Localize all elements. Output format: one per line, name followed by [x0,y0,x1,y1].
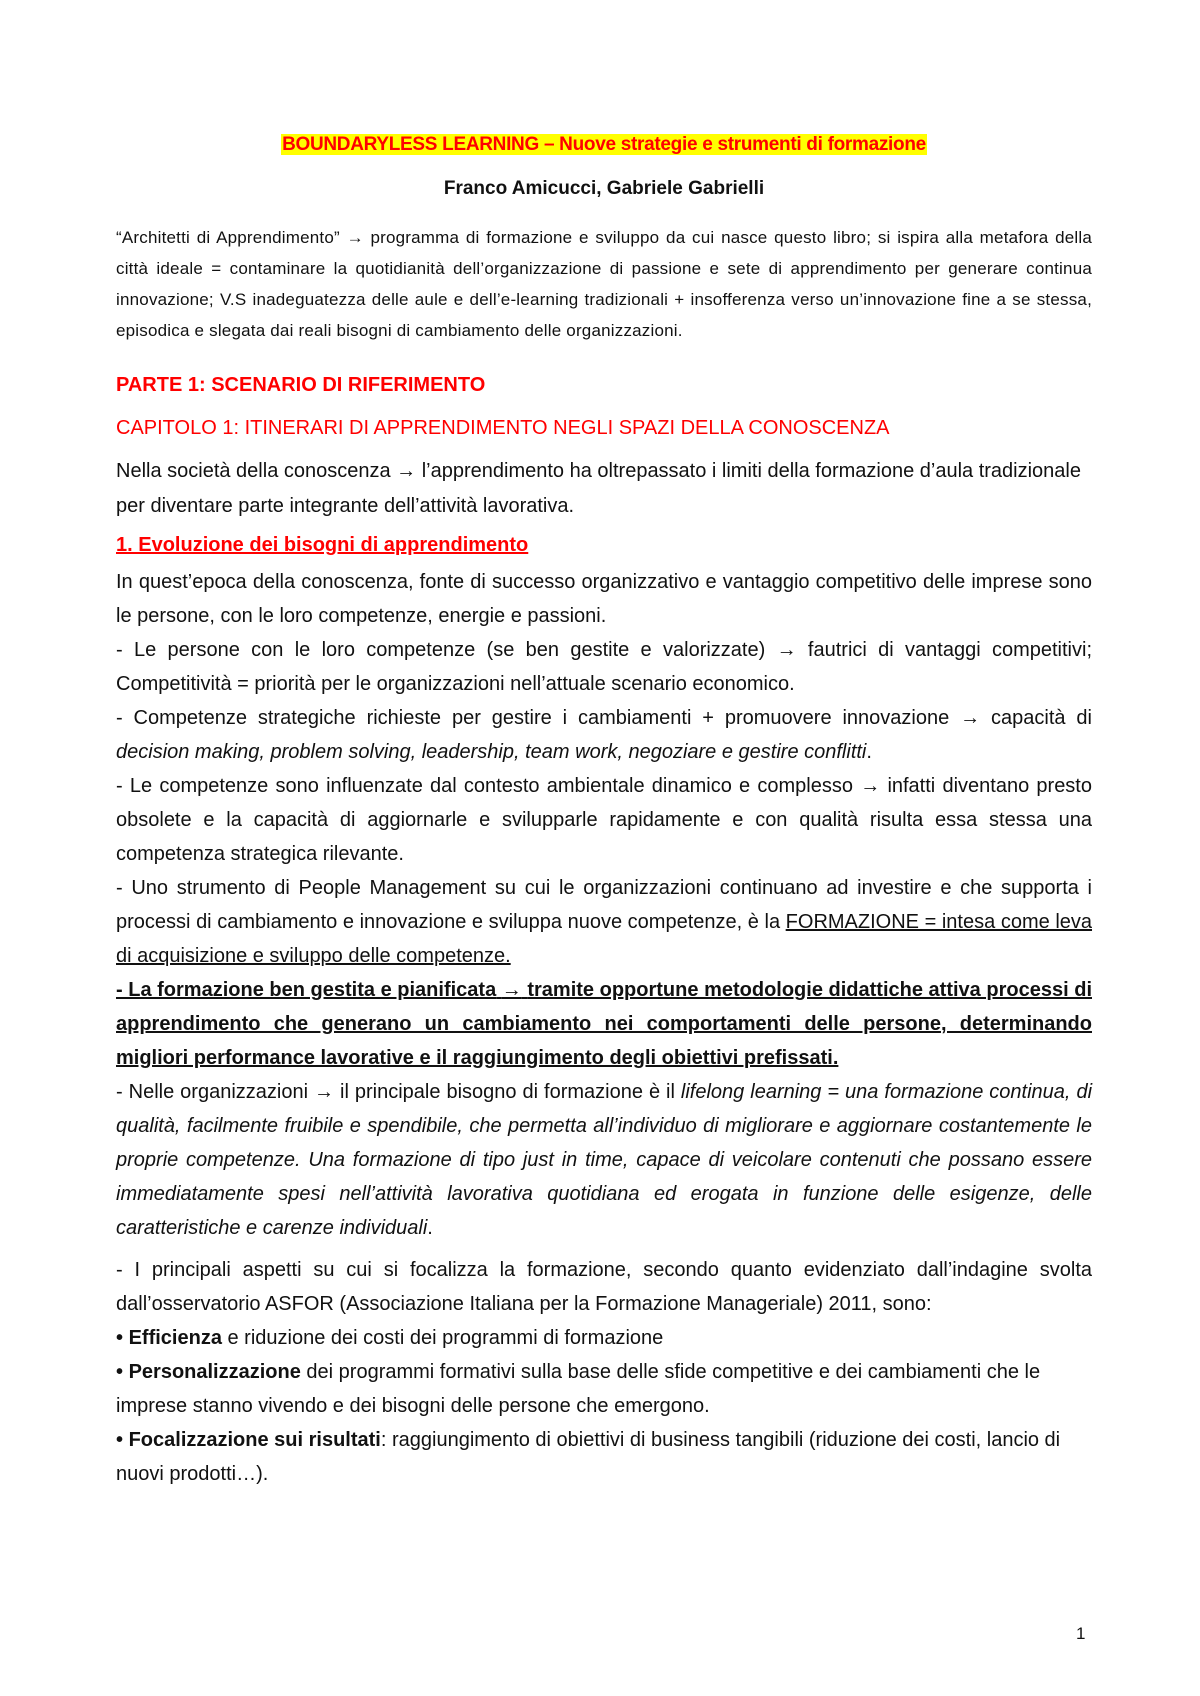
arrow-icon: → [960,707,981,729]
bullet-text: : raggiungimento di obiettivi di business tangibili (riduzione dei costi, lancio di nuovi prodotti…). [116,1429,1061,1485]
p3-italic: decision making, problem solving, leadership, team work, negoziare e gestire conflitti [116,741,867,763]
bullet-item-1 [116,1321,1092,1355]
p3-a: - Competenze strategiche richieste per gestire i cambiamenti + promuovere innovazione [116,707,950,729]
paragraph-7 [116,1075,1092,1245]
page-number: 1 [1076,1624,1086,1643]
paragraph-2 [116,633,1092,701]
arrow-icon: → [860,775,881,797]
bullet-item-2 [116,1355,1092,1423]
bullet-icon: • [116,1327,124,1349]
bullet-term: Personalizzazione [128,1361,301,1383]
title-highlight: BOUNDARYLESS LEARNING – Nuove strategie e strumenti di formazione [282,134,926,155]
p7-d: . [427,1217,433,1239]
bullet-term: Focalizzazione sui risultati [128,1429,381,1451]
paragraph-5 [116,871,1092,973]
arrow-icon: → [314,1081,335,1103]
bullet-icon: • [116,1361,124,1383]
intro-text: programma di formazione e sviluppo da cui nasce questo libro; si ispira alla metafora della città ideale = contaminare la quotidianità dell’organizzazione di passione e sete di apprendimento per generare continua innovazione; V.S inadeguatezza delle aule e dell’e-learning tradizionali + insofferenza verso un’innovazione fine a se stessa, episodica e slegata dai reali bisogni di cambiamento delle organizzazioni. [116,228,1092,340]
p3-d: . [866,741,872,763]
intro-paragraph [116,222,1092,346]
bullet-text: e riduzione dei costi dei programmi di formazione [221,1327,664,1349]
p3-b: capacità di [991,707,1093,729]
p6-b: tramite opportune metodologie didattiche attiva processi di apprendimento che generano un cambiamento nei comportamenti delle persone, determinando migliori performance lavorative e il raggiungimento degli obiettivi prefissati. [116,979,1092,1069]
p4-a: - Le competenze sono influenzate dal contesto ambientale dinamico e complesso [116,775,853,797]
bullet-term: Efficienza [128,1327,222,1349]
arrow-icon: → [501,979,522,1001]
paragraph-3 [116,701,1092,769]
chapter-lead [116,454,1092,524]
paragraph-4 [116,769,1092,871]
document-title [116,134,1092,156]
lead-a: Nella società della conoscenza [116,460,391,482]
page-content [116,134,1092,1491]
bullet-item-3 [116,1423,1092,1491]
p2-b: fautrici di vantaggi competitivi; Competitività = priorità per le organizzazioni nell’attuale scenario economico. [116,639,1092,695]
p5-underlined: FORMAZIONE = intesa come leva di acquisizione e sviluppo delle competenze. [116,911,1093,967]
arrow-icon: → [396,460,417,482]
bullet-text: dei programmi formativi sulla base delle sfide competitive e dei cambiamenti che le imprese stanno vivendo e dei bisogni delle persone che emergono. [116,1361,1041,1417]
paragraph-1: In quest’epoca della conoscenza, fonte di successo organizzativo e vantaggio competitivo delle imprese sono le persone, con le loro competenze, energie e passioni. [116,571,1092,627]
arrow-icon: → [346,228,364,247]
section-heading: 1. Evoluzione dei bisogni di apprendimento [116,534,529,556]
part-heading: PARTE 1: SCENARIO DI RIFERIMENTO [116,374,486,396]
p5-a: - Uno strumento di People Management su cui le organizzazioni continuano ad investire e che supporta i processi di cambiamento e innovazione e sviluppa nuove competenze, è la [116,877,1092,933]
p7-a: - Nelle organizzazioni [116,1081,309,1103]
p6-a: - La formazione ben gestita e pianificata [116,979,497,1001]
arrow-icon: → [776,639,797,661]
paragraph-8: - I principali aspetti su cui si focalizza la formazione, secondo quanto evidenziato dall’indagine svolta dall’osservatorio ASFOR (Associazione Italiana per la Formazione Manageriale) 2011, sono: [116,1259,1092,1315]
p4-b: infatti diventano presto obsolete e la capacità di aggiornarle e svilupparle rapidamente e con qualità risulta essa stessa una competenza strategica rilevante. [116,775,1092,865]
paragraph-6 [116,973,1092,1075]
p2-a: - Le persone con le loro competenze (se ben gestite e valorizzate) [116,639,766,661]
chapter-heading: CAPITOLO 1: ITINERARI DI APPRENDIMENTO NEGLI SPAZI DELLA CONOSCENZA [116,417,890,439]
p7-italic: lifelong learning = una formazione continua, di qualità, facilmente fruibile e spendibile, che permetta all’individuo di migliorare e aggiornare costantemente le proprie competenze. Una formazione di tipo just in time, capace di veicolare contenuti che possano essere immediatamente spesi nell’attività lavorativa quotidiana ed erogata in funzione delle esigenze, delle caratteristiche e carenze individuali [116,1081,1093,1239]
lead-b: l’apprendimento ha oltrepassato i limiti della formazione d’aula tradizionale per diventare parte integrante dell’attività lavorativa. [116,460,1081,517]
authors: Franco Amicucci, Gabriele Gabrielli [443,178,765,199]
p7-b: il principale bisogno di formazione è il [340,1081,675,1103]
intro-quote: “Architetti di Apprendimento” [116,228,340,247]
bullet-icon: • [116,1429,124,1451]
